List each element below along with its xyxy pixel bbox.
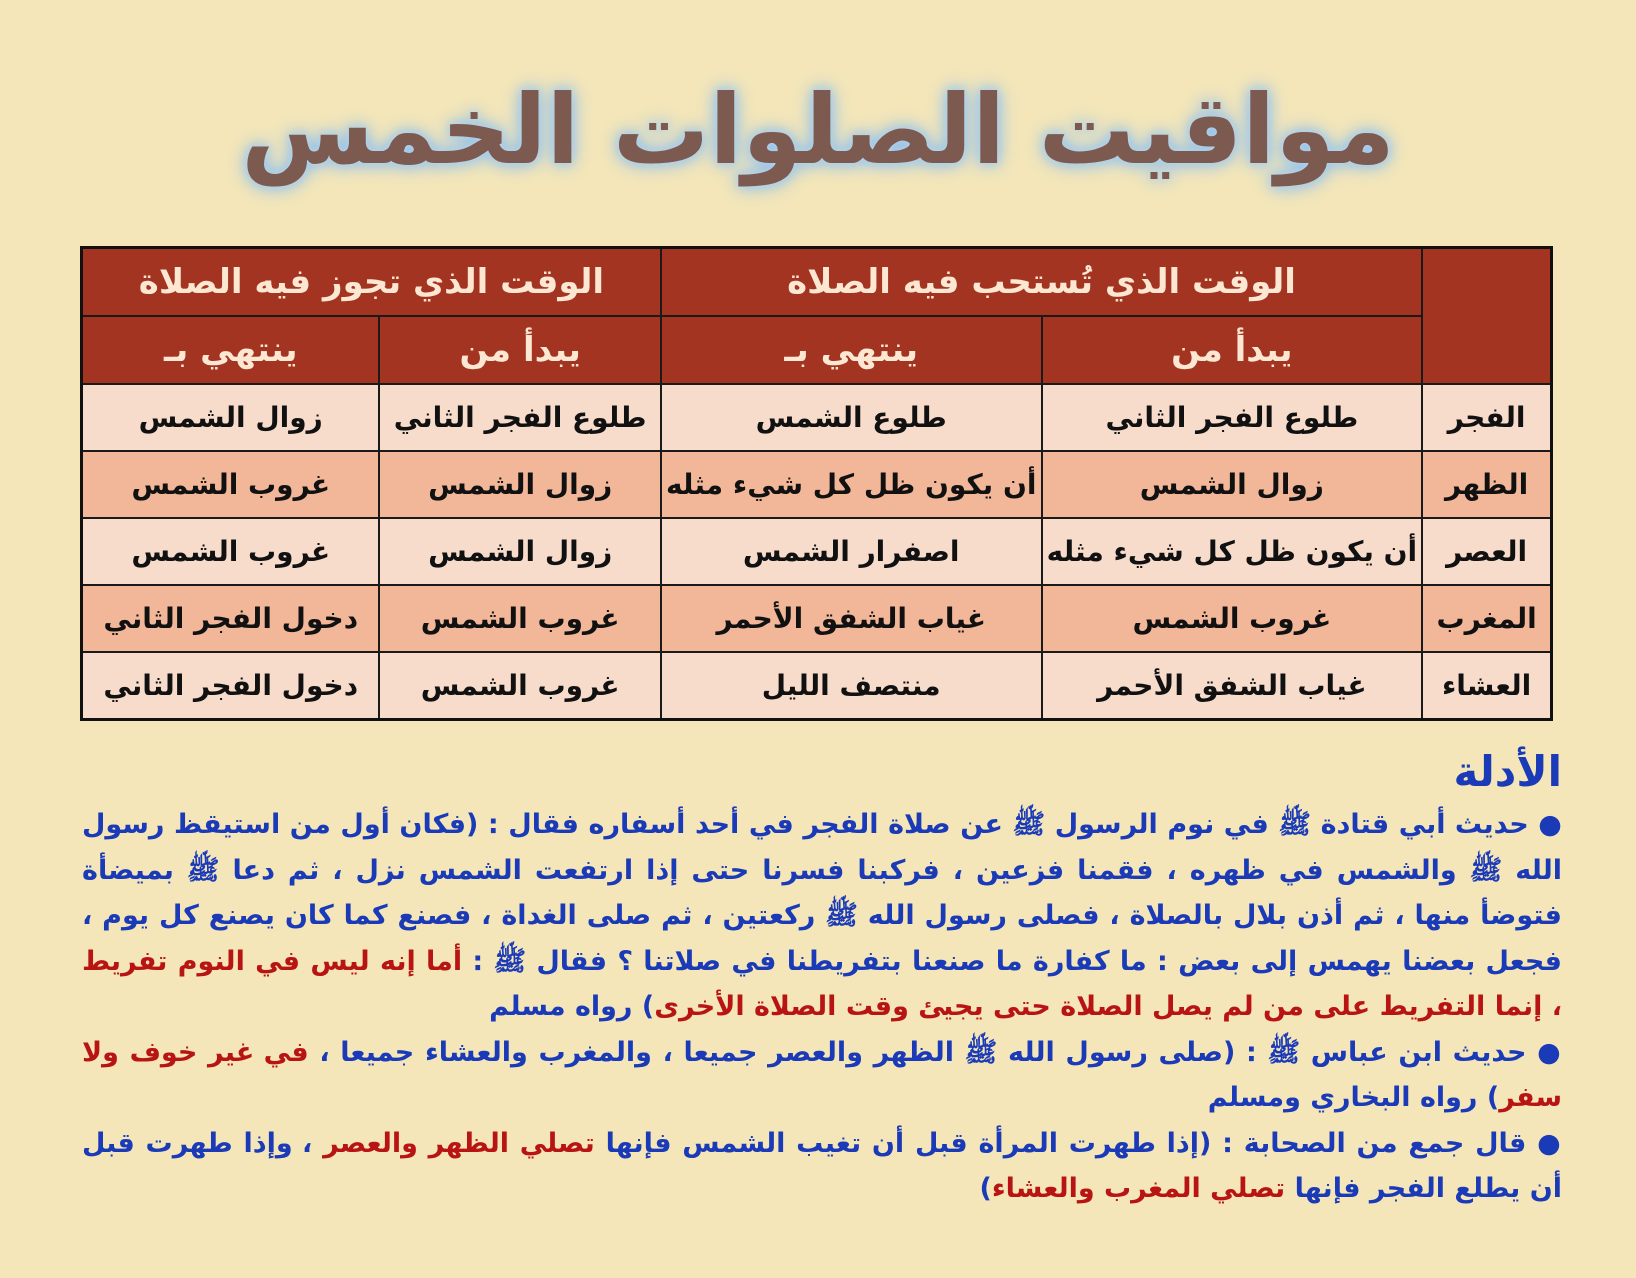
- evidence-item-1-source: ) رواه مسلم: [489, 991, 655, 1022]
- permissible-start-cell: زوال الشمس: [379, 518, 660, 585]
- page-title: مواقيت الصلوات الخمس: [241, 74, 1395, 186]
- evidence-heading: الأدلة: [1453, 747, 1562, 796]
- evidence-item-1: [82, 802, 1562, 1030]
- preferred-start-header: يبدأ من: [1042, 316, 1423, 384]
- evidence-item-1-text: حديث أبي قتادة ﷺ في نوم الرسول ﷺ عن صلاة الفجر في أحد أسفاره فقال : (فكان أول من استيقظ رسول الله ﷺ والشمس في ظهره ، فقمنا فزعين ، فركبنا فسرنا حتى إذا ارتفعت الشمس نزل ، ثم دعا ﷺ بميضأة فتوضأ منها ، ثم أذن بلال بالصلاة ، فصلى رسول الله ﷺ ركعتين ، ثم صلى الغداة ، فصنع كما كان يصنع كل يوم ، فجعل بعضنا يهمس إلى بعض : ما كفارة ما صنعنا بتفريطنا في صلاتنا ؟ فقال ﷺ :: [82, 809, 1562, 977]
- bullet-icon: ●: [1537, 1036, 1562, 1068]
- permissible-time-header: الوقت الذي تجوز فيه الصلاة: [82, 248, 661, 317]
- permissible-start-cell: غروب الشمس: [379, 652, 660, 720]
- evidence-item-3-text-a: قال جمع من الصحابة : (إذا طهرت المرأة قبل أن تغيب الشمس فإنها: [605, 1127, 1527, 1159]
- evidence-item-2-source: ) رواه البخاري ومسلم: [1207, 1082, 1500, 1113]
- prayer-name-cell: الظهر: [1422, 451, 1551, 518]
- evidence-section: [82, 742, 1562, 1212]
- evidence-item-1-highlight: أما إنه ليس في النوم تفريط ، إنما التفريط على من لم يصل الصلاة حتى يجيئ وقت الصلاة الأخرى: [82, 945, 1562, 1022]
- evidence-item-2-highlight: في غير خوف ولا سفر: [82, 1036, 1562, 1113]
- evidence-item-3: [82, 1121, 1562, 1212]
- preferred-time-header: الوقت الذي تُستحب فيه الصلاة: [661, 248, 1422, 317]
- prayer-name-cell: الفجر: [1422, 384, 1551, 451]
- preferred-end-cell: اصفرار الشمس: [661, 518, 1042, 585]
- preferred-start-cell: غياب الشفق الأحمر: [1042, 652, 1423, 720]
- preferred-start-cell: غروب الشمس: [1042, 585, 1423, 652]
- preferred-end-cell: طلوع الشمس: [661, 384, 1042, 451]
- permissible-start-cell: زوال الشمس: [379, 451, 660, 518]
- table-row: [82, 451, 1552, 518]
- permissible-end-cell: دخول الفجر الثاني: [82, 585, 380, 652]
- preferred-end-cell: غياب الشفق الأحمر: [661, 585, 1042, 652]
- permissible-end-cell: دخول الفجر الثاني: [82, 652, 380, 720]
- permissible-start-cell: طلوع الفجر الثاني: [379, 384, 660, 451]
- permissible-end-header: ينتهي بـ: [82, 316, 380, 384]
- preferred-end-header: ينتهي بـ: [661, 316, 1042, 384]
- evidence-item-3-highlight-b: تصلي المغرب والعشاء: [991, 1173, 1286, 1204]
- permissible-end-cell: زوال الشمس: [82, 384, 380, 451]
- bullet-icon: ●: [1537, 1127, 1563, 1159]
- corner-header-cell: [1422, 248, 1551, 385]
- evidence-item-2-text: حديث ابن عباس ﷺ : (صلى رسول الله ﷺ الظهر والعصر جميعا ، والمغرب والعشاء جميعا ،: [319, 1036, 1527, 1068]
- permissible-start-cell: غروب الشمس: [379, 585, 660, 652]
- evidence-item-2: [82, 1030, 1562, 1121]
- preferred-start-cell: طلوع الفجر الثاني: [1042, 384, 1423, 451]
- evidence-item-3-highlight-a: تصلي الظهر والعصر: [323, 1127, 595, 1159]
- permissible-end-cell: غروب الشمس: [82, 518, 380, 585]
- prayer-name-cell: العصر: [1422, 518, 1551, 585]
- preferred-end-cell: أن يكون ظل كل شيء مثله: [661, 451, 1042, 518]
- prayer-times-table: [80, 246, 1553, 721]
- permissible-start-header: يبدأ من: [379, 316, 660, 384]
- preferred-end-cell: منتصف الليل: [661, 652, 1042, 720]
- preferred-start-cell: زوال الشمس: [1042, 451, 1423, 518]
- prayer-name-cell: المغرب: [1422, 585, 1551, 652]
- preferred-start-cell: أن يكون ظل كل شيء مثله: [1042, 518, 1423, 585]
- table-row: [82, 384, 1552, 451]
- table-row: [82, 652, 1552, 720]
- table-row: [82, 585, 1552, 652]
- bullet-icon: ●: [1538, 809, 1562, 840]
- table-row: [82, 518, 1552, 585]
- permissible-end-cell: غروب الشمس: [82, 451, 380, 518]
- evidence-item-3-close: ): [979, 1173, 992, 1204]
- evidence-item-3-text-b: ، وإذا طهرت قبل أن يطلع الفجر فإنها: [82, 1127, 1562, 1204]
- prayer-name-cell: العشاء: [1422, 652, 1551, 720]
